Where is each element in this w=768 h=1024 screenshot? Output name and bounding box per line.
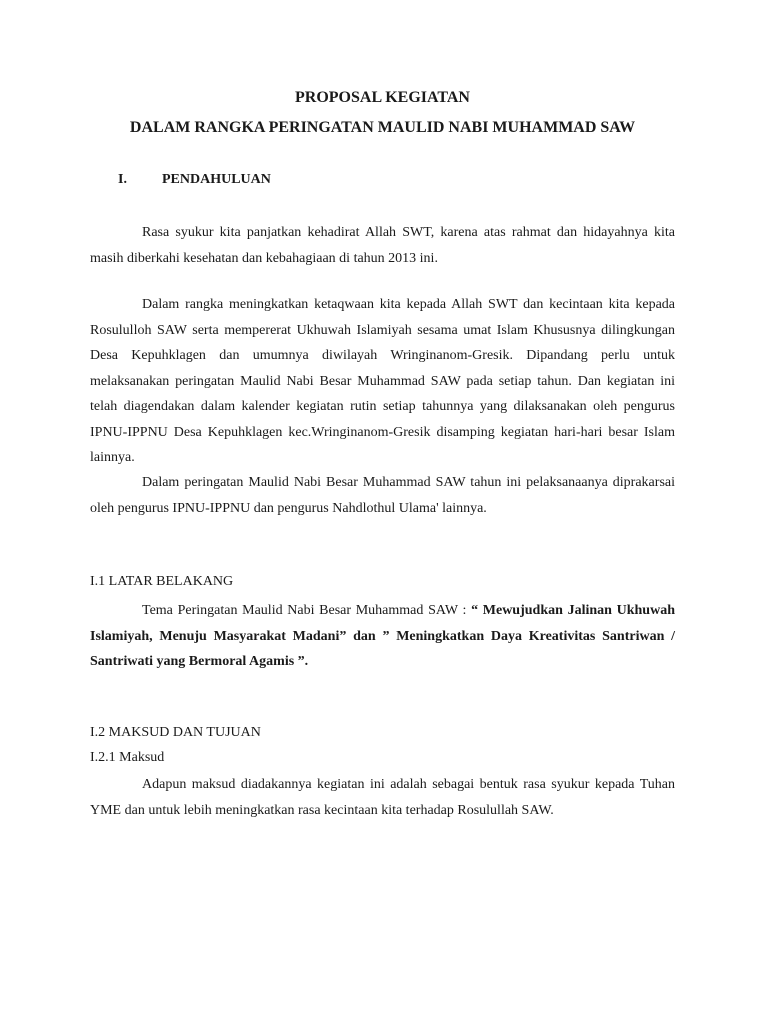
section-number: I. [118, 172, 127, 187]
document-title: PROPOSAL KEGIATAN [295, 89, 470, 106]
paragraph-dalam-rangka: Dalam rangka meningkatkan ketaqwaan kita kepada Allah SWT dan kecintaan kita kepada Rosululloh SAW serta mempererat Ukhuwah Islamiyah sesama umat Islam Khususnya dilingkungan Desa Kepuhklagen dan umumnya diwilayah Wringinanom-Gresik. Dipandang perlu untuk melaksanakan peringatan Maulid Nabi Besar Muhammad SAW pada setiap tahun. Dan kegiatan ini telah diagendakan dalam kalender kegiatan rutin setiap tahunnya yang dilaksanakan oleh pengurus IPNU-IPPNU Desa Kepuhklagen kec.Wringinanom-Gresik disamping kegiatan hari-hari besar Islam lainnya. [90, 297, 675, 465]
section-heading-pendahuluan [118, 171, 271, 189]
paragraph-adapun-maksud: Adapun maksud diadakannya kegiatan ini adalah sebagai bentuk rasa syukur kepada Tuhan YME dan untuk lebih meningkatkan rasa kecintaan kita terhadap Rosulullah SAW. [90, 777, 675, 818]
paragraph-tema [90, 598, 675, 675]
paragraph-dalam-peringatan: Dalam peringatan Maulid Nabi Besar Muhammad SAW tahun ini pelaksanaanya diprakarsai oleh pengurus IPNU-IPPNU dan pengurus Nahdlothul Ulama' lainnya. [90, 475, 675, 516]
tema-text: “ Mewujudkan Jalinan Ukhuwah Islamiyah, Menuju Masyarakat Madani” dan ” Meningkatkan Daya Kreativitas Santriwan / Santriwati yang Bermoral Agamis ”. [90, 603, 675, 669]
tema-intro: Tema Peringatan Maulid Nabi Besar Muhammad SAW : [142, 603, 472, 618]
document-subtitle: DALAM RANGKA PERINGATAN MAULID NABI MUHAMMAD SAW [129, 119, 636, 136]
subheading-maksud-tujuan: I.2 MAKSUD DAN TUJUAN [90, 725, 261, 740]
subheading-latar-belakang: I.1 LATAR BELAKANG [90, 574, 234, 589]
section-title: PENDAHULUAN [162, 172, 271, 187]
document-page [90, 0, 675, 1024]
subheading-maksud: I.2.1 Maksud [90, 750, 165, 765]
paragraph-rasa-syukur: Rasa syukur kita panjatkan kehadirat Allah SWT, karena atas rahmat dan hidayahnya kita masih diberkahi kesehatan dan kebahagiaan di tahun 2013 ini. [90, 225, 675, 266]
